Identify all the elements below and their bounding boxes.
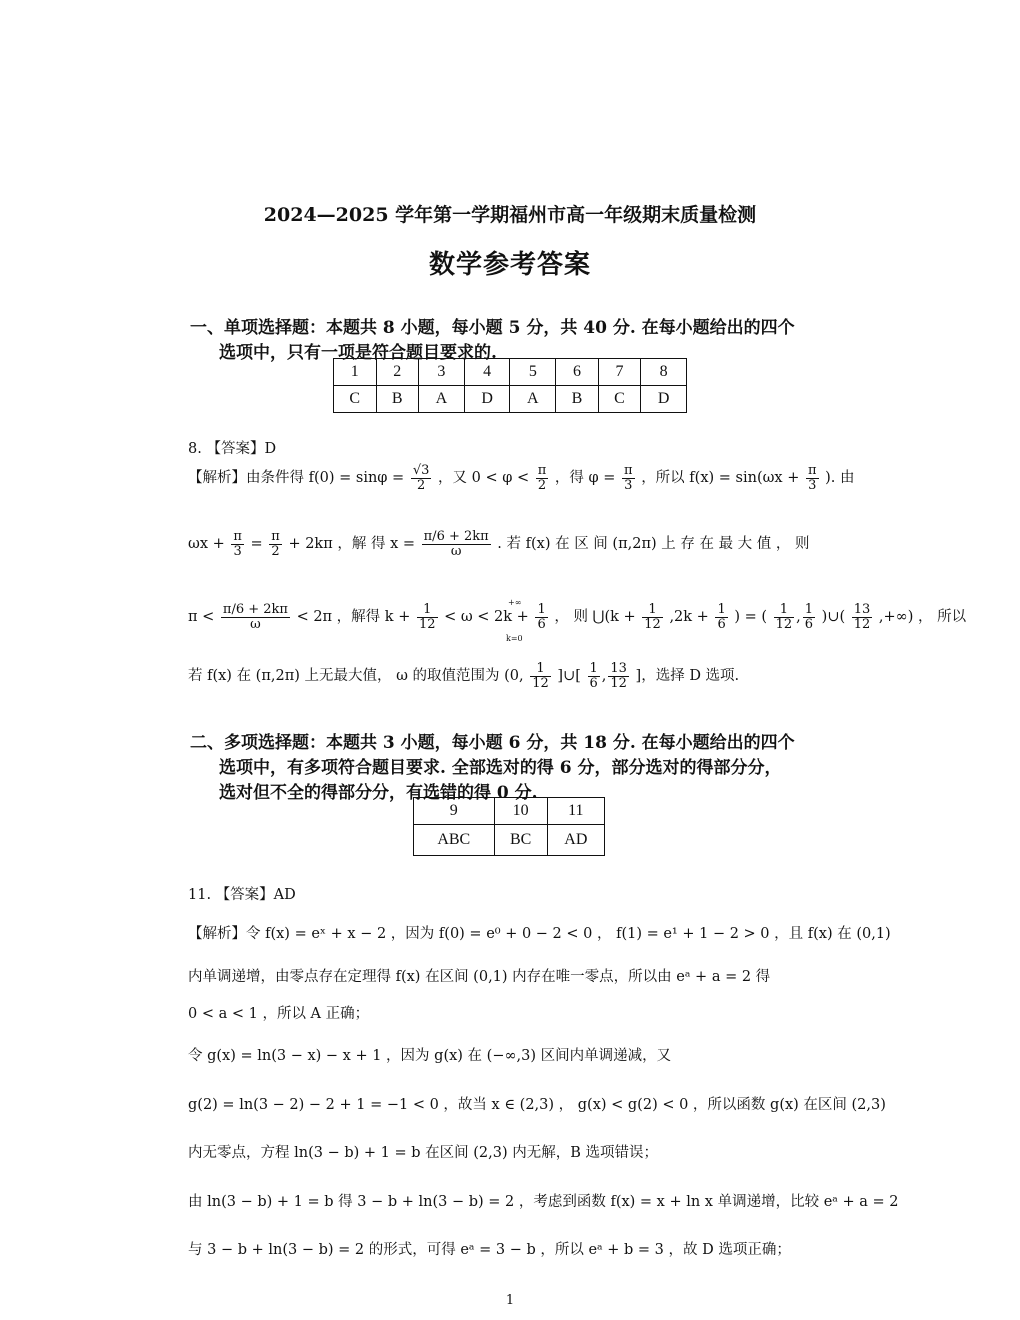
document-title: 2024—2025 学年第一学期福州市高一年级期末质量检测	[263, 204, 757, 226]
denominator: 3	[233, 543, 242, 559]
q11-answer: 11. 【答案】AD	[188, 887, 296, 903]
section2-heading-line1: 二、多项选择题：本题共 3 小题，每小题 6 分，共 18 分. 在每小题给出的四个	[190, 733, 795, 753]
fraction	[806, 464, 819, 492]
q11-line3: 0 < a < 1 ，所以 A 正确；	[188, 1006, 370, 1022]
table-cell: 2	[376, 359, 419, 386]
fraction	[231, 530, 244, 558]
text-segment: ) = (	[734, 609, 768, 626]
denominator: 6	[717, 616, 726, 632]
union-subscript: k=0	[506, 634, 523, 643]
table-row	[334, 386, 687, 413]
numerator: 1	[642, 603, 663, 618]
numerator: π	[624, 463, 633, 478]
section2-heading-line2: 选项中，有多项符合题目要求. 全部选对的得 6 分，部分选对的得部分分，	[219, 758, 782, 778]
numerator: √3	[412, 463, 430, 478]
fraction	[535, 603, 547, 631]
numerator: π	[807, 463, 817, 478]
denominator: 3	[624, 477, 633, 493]
numerator: 1	[589, 661, 598, 676]
q11-line4: 令 g(x) = ln(3 − x) − x + 1 ，因为 g(x) 在 (−∞,3) 区间内单调递减，又	[188, 1048, 672, 1064]
table-cell: A	[510, 386, 556, 413]
numerator: π	[537, 463, 547, 478]
fraction	[530, 662, 551, 690]
numerator: π/6 + 2kπ	[222, 602, 288, 617]
numerator: 13	[610, 661, 627, 676]
text-segment: < 2π ，解得 k +	[296, 609, 411, 626]
document-subtitle: 数学参考答案	[428, 250, 591, 280]
fraction	[642, 603, 663, 631]
numerator: 1	[804, 602, 814, 617]
denominator: 6	[804, 616, 814, 632]
q11-line7: 由 ln(3 − b) + 1 = b 得 3 − b + ln(3 − b) = 2 ，考虑到函数 f(x) = x + ln x 单调递增，比较 eᵃ + a = 2	[188, 1194, 899, 1210]
table-cell: B	[376, 386, 419, 413]
numerator: 1	[417, 603, 438, 618]
fraction	[774, 603, 795, 631]
q11-line1: 【解析】令 f(x) = eˣ + x − 2 ，因为 f(0) = e⁰ + 0 − 2 < 0 ， f(1) = e¹ + 1 − 2 > 0 ，且 f(x) 在 (0,1)	[188, 926, 891, 942]
numerator: π/6 + 2kπ	[423, 529, 489, 544]
q8-line1	[188, 464, 855, 492]
text-segment: π <	[188, 609, 215, 626]
denominator: 12	[418, 616, 436, 632]
table-cell: 1	[334, 359, 377, 386]
text-segment: ，又 0 < φ <	[438, 470, 530, 487]
denominator: 2	[416, 477, 426, 493]
section1-heading-line2: 选项中，只有一项是符合题目要求的.	[219, 343, 497, 363]
denominator: 12	[532, 675, 549, 691]
table-cell: 10	[494, 798, 547, 825]
table-cell: ABC	[414, 825, 495, 856]
text-segment: 【解析】由条件得 f(0) = sinφ =	[188, 470, 405, 487]
fraction	[422, 530, 491, 558]
q8-answer: 8. 【答案】D	[188, 441, 277, 457]
text-segment: ωx +	[188, 536, 225, 553]
denominator: ω	[250, 616, 261, 632]
table-cell: 4	[464, 359, 510, 386]
denominator: ω	[450, 543, 462, 559]
text-segment: ]，选择 D 选项.	[635, 668, 740, 685]
q11-line2: 内单调递增，由零点存在定理得 f(x) 在区间 (0,1) 内存在唯一零点，所以由 eᵃ + a = 2 得	[188, 969, 771, 985]
denominator: 12	[775, 616, 793, 632]
section2-heading-line3: 选对但不全的得部分分，有选错的得 0 分.	[219, 783, 538, 803]
table-cell: B	[556, 386, 599, 413]
numerator: π	[271, 529, 280, 544]
text-segment: )∪(	[821, 609, 846, 626]
q8-line4: 若 f(x) 在 (π,2π) 上无最大值， ω 的取值范围为 (0, $\frac{1}{12}$ ]∪[ $\frac{1}{6}$ , $\frac{13}{12}$ ]，选择 D 选项.	[188, 661, 740, 691]
table-cell: C	[334, 386, 377, 413]
numerator: 1	[530, 662, 551, 677]
numerator: π	[233, 529, 242, 544]
fraction	[715, 603, 727, 631]
table-cell: D	[641, 386, 687, 413]
denominator: 12	[644, 616, 661, 632]
table-cell: A	[419, 386, 465, 413]
table-cell: 5	[510, 359, 556, 386]
denominator: 3	[808, 477, 817, 493]
text-segment: < ω < 2k +	[444, 609, 529, 626]
text-segment: ]∪[	[557, 668, 581, 685]
table-row	[414, 798, 605, 825]
text-segment: + 2kπ ，解 得 x =	[288, 536, 416, 553]
denominator: 2	[537, 477, 547, 493]
q11-line6: 内无零点，方程 ln(3 − b) + 1 = b 在区间 (2,3) 内无解，B 选项错误；	[188, 1145, 658, 1161]
fraction	[536, 464, 549, 492]
q8-line2	[188, 530, 810, 558]
table-cell: BC	[494, 825, 547, 856]
text-segment: 若 f(x) 在 (π,2π) 上无最大值， ω 的取值范围为 (0,	[188, 668, 524, 685]
union-superscript: +∞	[508, 598, 522, 607]
q11-line5: g(2) = ln(3 − 2) − 2 + 1 = −1 < 0 ，故当 x ∈ (2,3) ， g(x) < g(2) < 0 ，所以函数 g(x) 在区间 (2,3)	[188, 1097, 886, 1113]
table-row	[414, 825, 605, 856]
table-cell: 9	[414, 798, 495, 825]
table-row	[334, 359, 687, 386]
fraction	[803, 603, 815, 631]
table-cell: AD	[547, 825, 604, 856]
fraction	[622, 464, 635, 492]
text-segment: ,+∞) ， 所以	[878, 609, 967, 626]
denominator: 12	[610, 675, 627, 691]
numerator: 13	[853, 602, 871, 617]
fraction	[417, 603, 438, 631]
section2-answer-table	[413, 797, 605, 856]
table-cell: D	[464, 386, 510, 413]
fraction	[588, 662, 600, 690]
section1-answer-table	[333, 358, 687, 413]
q8-line3: π < $\frac{\pi/6 + 2k\pi}{\omega}$ < 2π ，解得 k + $\frac{1}{12}$ < ω < 2k + $\frac{1}{6}$ ， 则 ⋃(k + $\frac{1}{12}$ ,2k + $\frac{1}{6}$ ) = ( $\frac{1}{12}$ , $\frac{1}{6}$ )∪( $\frac{13}{12}$ ,+∞) ， 所以	[188, 602, 967, 632]
numerator: 1	[717, 602, 726, 617]
table-cell: 11	[547, 798, 604, 825]
text-segment: ). 由	[825, 470, 855, 487]
fraction	[269, 530, 282, 558]
fraction	[608, 662, 629, 690]
text-segment: =	[250, 536, 263, 553]
q11-line8: 与 3 − b + ln(3 − b) = 2 的形式，可得 eᵃ = 3 − b ，所以 eᵃ + b = 3 ，故 D 选项正确；	[188, 1242, 791, 1258]
table-cell: 6	[556, 359, 599, 386]
text-segment: ，所以 f(x) = sin(ωx +	[641, 470, 800, 487]
denominator: 6	[537, 616, 546, 632]
page-number: 1	[505, 1293, 515, 1308]
text-segment: ，得 φ =	[554, 470, 616, 487]
table-cell: 7	[598, 359, 641, 386]
denominator: 12	[853, 616, 871, 632]
fraction	[221, 603, 290, 631]
denominator: 6	[589, 675, 598, 691]
numerator: 1	[537, 602, 546, 617]
section1-heading-line1: 一、单项选择题：本题共 8 小题，每小题 5 分，共 40 分. 在每小题给出的四个	[190, 318, 795, 338]
table-cell: 3	[419, 359, 465, 386]
fraction	[411, 464, 432, 492]
numerator: 1	[774, 603, 795, 618]
table-cell: 8	[641, 359, 687, 386]
denominator: 2	[271, 543, 280, 559]
text-segment: ， 则 ⋃(k +	[554, 609, 636, 626]
fraction	[852, 603, 873, 631]
table-cell: C	[598, 386, 641, 413]
text-segment: ,2k +	[669, 609, 709, 626]
text-segment: . 若 f(x) 在 区 间 (π,2π) 上 存 在 最 大 值 ， 则	[497, 536, 810, 553]
